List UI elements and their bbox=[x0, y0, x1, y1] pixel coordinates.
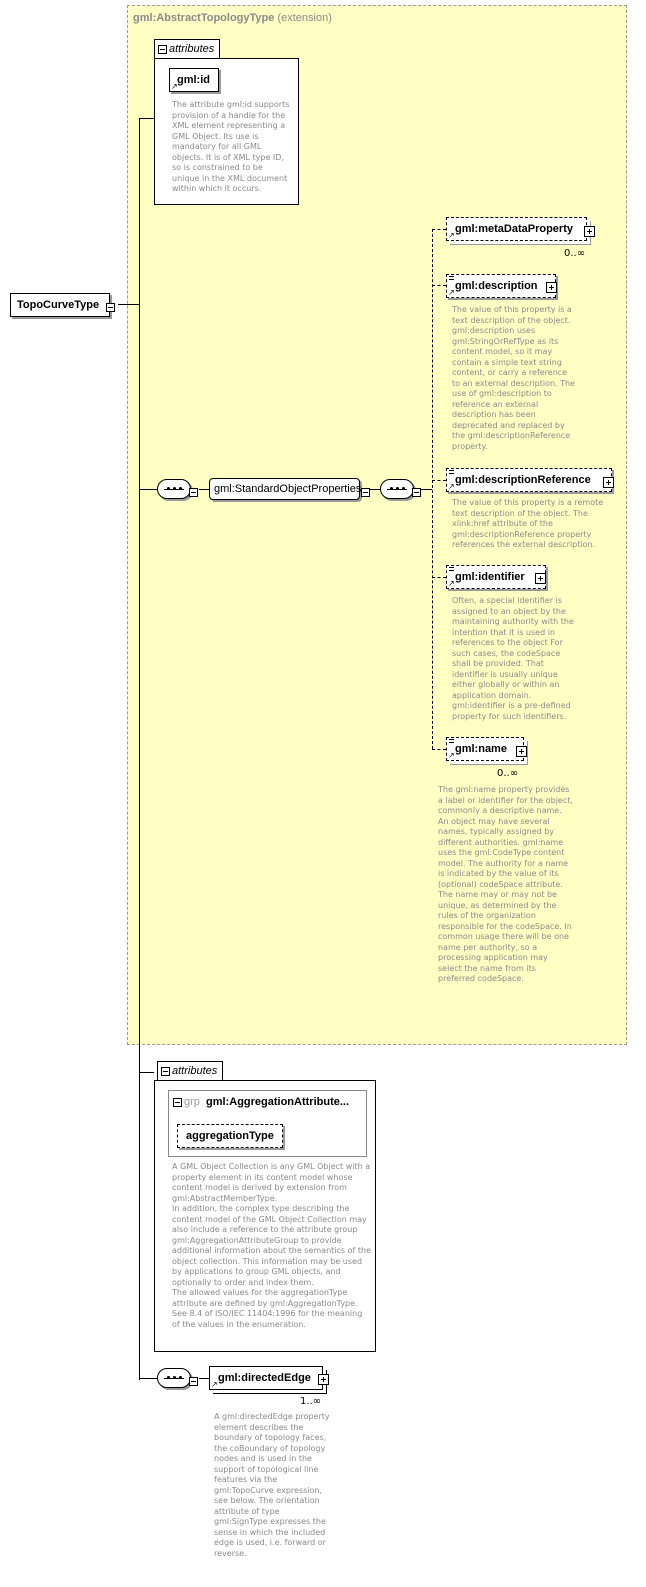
sequence-dot bbox=[173, 1376, 176, 1379]
name-doc: The gml:name property provides a label or identifier for the object, commonly a descriptive name. An object may have several names, typically assigned by different authorities. gml:name uses the gml:CodeType content model. The authority for a name is indicated by the value of its (optional) codeSpace attribute. The name may or may not be unique, as determined by the rules of the organization responsible for the codeSpace. In common usage there will be one name per authority, so a processing application may select the name from its preferred codeSpace. bbox=[438, 785, 573, 983]
attr-gml-id-label: gml:id bbox=[177, 74, 210, 86]
sequence-dot bbox=[179, 487, 182, 490]
branch-identifier bbox=[432, 577, 446, 578]
sequence-2-collapse-button[interactable] bbox=[189, 1373, 200, 1391]
seq1-connector bbox=[139, 489, 157, 490]
element-metadata-property-label: gml:metaDataProperty bbox=[455, 223, 573, 235]
branch-description-reference bbox=[432, 480, 446, 481]
main-connector-line bbox=[139, 118, 140, 1380]
element-directed-edge-label: gml:directedEdge bbox=[218, 1372, 311, 1384]
minus-icon bbox=[361, 488, 370, 497]
directed-edge-expand-button[interactable] bbox=[318, 1371, 329, 1389]
identifier-expand-button[interactable] bbox=[535, 570, 546, 588]
attribute-group-name: gml:AggregationAttribute... bbox=[206, 1096, 350, 1108]
documentation-icon bbox=[449, 739, 454, 740]
inner-seq-out-line bbox=[421, 489, 432, 490]
attributes-tab-1[interactable] bbox=[154, 39, 220, 59]
attr-gml-id[interactable] bbox=[169, 68, 219, 92]
reference-arrow-icon: ↗ bbox=[448, 482, 455, 491]
reference-arrow-icon: ↗ bbox=[448, 751, 455, 760]
minus-icon bbox=[412, 488, 421, 497]
attributes-tab-2[interactable] bbox=[157, 1061, 223, 1081]
element-description-label: gml:description bbox=[455, 280, 538, 292]
description-doc: The value of this property is a text description of the object. gml:description uses gml:StringOrRefType as its content model, so it may contain a simple text string content, or carry a reference to an external description. The use of gml:description to reference an external description has been deprecated and replaced by the gml:descriptionReference property. bbox=[452, 305, 575, 451]
plus-icon bbox=[318, 1374, 329, 1385]
element-name[interactable] bbox=[446, 737, 524, 761]
group-collapse-button[interactable] bbox=[361, 484, 372, 502]
seq2-to-edge-line bbox=[199, 1378, 209, 1379]
attr1-connector bbox=[139, 118, 154, 119]
group-to-seq2-line bbox=[370, 489, 380, 490]
sequence-compositor-2[interactable] bbox=[157, 1368, 191, 1388]
reference-arrow-icon: ↗ bbox=[171, 82, 178, 91]
seq2-connector bbox=[139, 1378, 157, 1379]
attributes-tab-label-2: attributes bbox=[172, 1065, 218, 1077]
directed-edge-doc: A gml:directedEdge property element describes the boundary of topology faces, the coBoundary of topology nodes and is used in the support of topological line features via the gml:TopoCurve expression, see below. The orientation attribute of type gml:SignType expresses the sense in which the included edge is used, i.e. forward or reverse. bbox=[214, 1412, 330, 1558]
root-connector bbox=[118, 304, 139, 305]
attr-aggregation-type[interactable] bbox=[177, 1124, 283, 1148]
element-metadata-property[interactable] bbox=[446, 217, 587, 241]
element-description[interactable] bbox=[446, 274, 556, 298]
name-expand-button[interactable] bbox=[516, 743, 527, 761]
sequence-dot bbox=[179, 1376, 182, 1379]
collapse-icon bbox=[161, 1067, 170, 1076]
element-directed-edge[interactable] bbox=[209, 1366, 323, 1390]
sequence-dot bbox=[402, 487, 405, 490]
description-expand-button[interactable] bbox=[546, 279, 557, 297]
sequence-compositor-1[interactable] bbox=[157, 479, 191, 499]
sequence-dot bbox=[167, 487, 170, 490]
seq1-to-group-line bbox=[199, 489, 209, 490]
root-element[interactable] bbox=[10, 293, 110, 317]
sequence-dot bbox=[167, 1376, 170, 1379]
documentation-icon bbox=[449, 567, 454, 568]
sequence-dot bbox=[390, 487, 393, 490]
sequence-inner-collapse-button[interactable] bbox=[412, 484, 423, 502]
branch-name bbox=[432, 749, 446, 750]
attributes-tab-label-1: attributes bbox=[169, 43, 215, 55]
group-name: gml:StandardObjectProperties bbox=[214, 483, 362, 495]
collapse-icon bbox=[173, 1098, 182, 1107]
plus-icon bbox=[516, 746, 527, 757]
attributes-2-doc: A GML Object Collection is any GML Object with a property element in its content model whose content model is derived by extension from gml:AbstractMemberType. In addition, the complex type describing the content model of the GML Object Collection may also include a reference to the attribute group gml:AggregationAttributeGroup to provide additional information about the semantics of the object collection. This information may be used by applications to group GML objects, and optionally to order and index them. The allowed values for the aggregationType attribute are defined by gml:AggregationType. See 8.4 of ISO/IEC 11404:1996 for the meaning of the values in the enumeration. bbox=[172, 1162, 371, 1329]
attr-aggregation-type-label: aggregationType bbox=[186, 1130, 274, 1142]
attr-gml-id-doc: The attribute gml:id supports provision of a handle for the XML element representing a GML Object. Its use is mandatory for all GML objects. It is of XML type ID, so is constrained to be unique in the XML document within which it occurs. bbox=[172, 100, 290, 193]
metadata-expand-button[interactable] bbox=[584, 223, 595, 241]
branch-description bbox=[432, 285, 446, 286]
reference-arrow-icon: ↗ bbox=[448, 288, 455, 297]
reference-arrow-icon: ↗ bbox=[448, 231, 455, 240]
extension-title bbox=[133, 12, 332, 24]
plus-icon bbox=[603, 477, 614, 488]
inner-branch-line bbox=[432, 229, 433, 749]
sequence-1-collapse-button[interactable] bbox=[189, 484, 200, 502]
collapse-icon bbox=[158, 45, 167, 54]
plus-icon bbox=[535, 573, 546, 584]
sequence-dot bbox=[173, 487, 176, 490]
metadata-cardinality: 0..∞ bbox=[564, 248, 586, 259]
name-cardinality: 0..∞ bbox=[497, 768, 519, 779]
root-element-name: TopoCurveType bbox=[17, 299, 100, 311]
plus-icon bbox=[546, 282, 557, 293]
reference-arrow-icon: ↗ bbox=[448, 579, 455, 588]
element-description-reference[interactable] bbox=[446, 468, 612, 492]
element-identifier-label: gml:identifier bbox=[455, 571, 525, 583]
minus-icon bbox=[106, 303, 115, 312]
minus-icon bbox=[189, 1377, 198, 1386]
element-name-label: gml:name bbox=[455, 743, 507, 755]
branch-metadata bbox=[432, 229, 446, 230]
extension-base-name: gml:AbstractTopologyType bbox=[133, 12, 275, 24]
plus-icon bbox=[584, 226, 595, 237]
documentation-icon bbox=[449, 276, 454, 277]
reference-arrow-icon: ↗ bbox=[211, 1380, 218, 1389]
sequence-dot bbox=[396, 487, 399, 490]
element-description-reference-label: gml:descriptionReference bbox=[455, 474, 591, 486]
sequence-compositor-inner[interactable] bbox=[380, 479, 414, 499]
attribute-group-header[interactable] bbox=[173, 1096, 349, 1108]
identifier-doc: Often, a special identifier is assigned to an object by the maintaining authority with the intention that it is used in references to the object For such cases, the codeSpace shall be provided. That identifier is usually unique either globally or within an application domain. gml:identifier is a pre-defined property for such identifiers. bbox=[452, 596, 574, 721]
root-collapse-button[interactable] bbox=[106, 299, 117, 317]
directed-edge-cardinality: 1..∞ bbox=[300, 1396, 322, 1407]
extension-kind: (extension) bbox=[277, 12, 332, 24]
minus-icon bbox=[189, 488, 198, 497]
description-reference-expand-button[interactable] bbox=[603, 474, 614, 492]
group-standard-object-properties[interactable] bbox=[209, 478, 360, 500]
documentation-icon bbox=[449, 470, 454, 471]
group-prefix: grp bbox=[184, 1096, 200, 1108]
attr2-connector bbox=[139, 1072, 154, 1073]
description-reference-doc: The value of this property is a remote text description of the object. The xlink:href attribute of the gml:descriptionReference property references the external description. bbox=[452, 498, 604, 549]
element-identifier[interactable] bbox=[446, 565, 546, 589]
